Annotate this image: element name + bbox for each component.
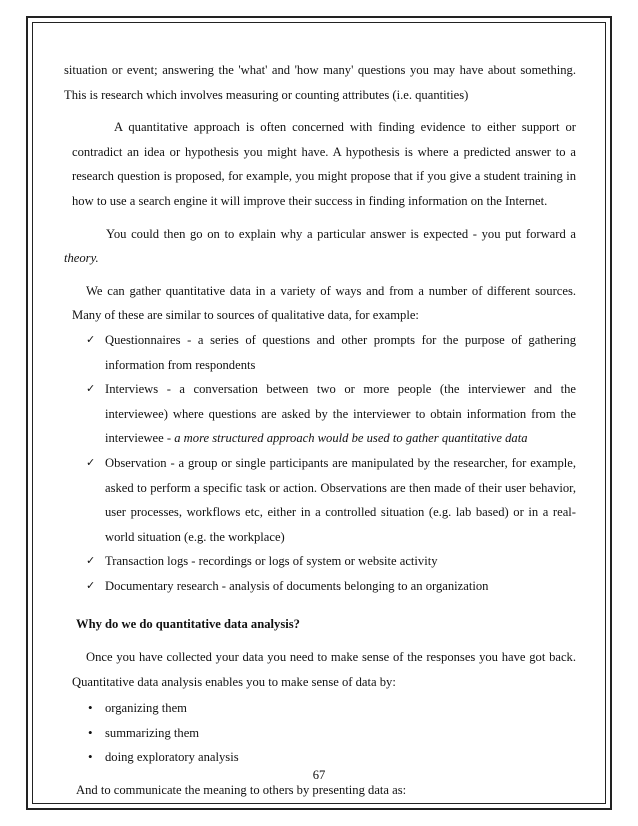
page-content [64,58,576,803]
sources-list [64,328,576,599]
checkmark-icon: ✓ [86,332,96,346]
list-item [86,549,576,574]
checkmark-icon: ✓ [86,455,96,469]
bullet-icon: • [88,724,93,740]
list-item [86,721,576,746]
page-number: 67 [312,768,326,782]
analysis-list [64,696,576,770]
bullet-icon: • [88,700,93,716]
list-item-text: Documentary research - analysis of documents belonging to an organization [105,578,489,593]
paragraph-quantitative-approach: A quantitative approach is often concerned with finding evidence to either support or contradict an idea or hypothesis you might have. A hypothesis is where a predicted answer to a research question is proposed, for example, you might propose that if you give a student training in how to use a search engine it will improve their success in finding information on the Internet. [72,120,576,208]
paragraph-intro: situation or event; answering the 'what' and 'how many' questions you may have about something. This is research which involves measuring or counting attributes (i.e. quantities) [64,63,576,102]
list-item-text: Interviews - a conversation between two or more people (the interviewer and the interviewee) where questions are asked by the interviewer to obtain information from the interviewee - [105,382,576,446]
checkmark-icon: ✓ [86,554,96,568]
paragraph-communicate: And to communicate the meaning to others by presenting data as: [76,783,407,798]
list-item [86,574,576,599]
list-item [86,451,576,549]
theory-text: You could then go on to explain why a particular answer is expected - you put forward a [106,226,576,241]
list-item-text: Transaction logs - recordings or logs of system or website activity [105,554,438,569]
paragraph-theory [64,222,576,271]
paragraph-gather-data: We can gather quantitative data in a variety of ways and from a number of different sources. Many of these are similar to sources of qualitative data, for example: [72,283,576,323]
list-item [86,328,576,377]
section-heading: Why do we do quantitative data analysis? [76,617,300,632]
list-item-text: Observation - a group or single participants are manipulated by the researcher, for example, asked to perform a specific task or action. Observations are then made of their user behavior, user processes, workflows etc, either in a controlled situation (e.g. lab based) or in a real-world situation (e.g. the workplace) [105,455,576,544]
list-item [86,696,576,721]
list-item-text: organizing them [105,701,187,716]
list-item-text: Questionnaires - a series of questions and other prompts for the purpose of gathering information from respondents [105,332,576,372]
checkmark-icon: ✓ [86,578,96,592]
checkmark-icon: ✓ [86,382,96,396]
list-item [86,377,576,451]
list-item-text: summarizing them [105,725,200,740]
bullet-icon: • [88,749,93,765]
theory-emphasis: theory. [64,251,99,266]
list-item-emphasis: a more structured approach would be used to gather quantitative data [174,431,528,446]
paragraph-collected-data: Once you have collected your data you need to make sense of the responses you have got back. Quantitative data analysis enables you to make sense of data by: [72,650,576,689]
list-item-text: doing exploratory analysis [105,750,239,765]
list-item [86,745,576,770]
